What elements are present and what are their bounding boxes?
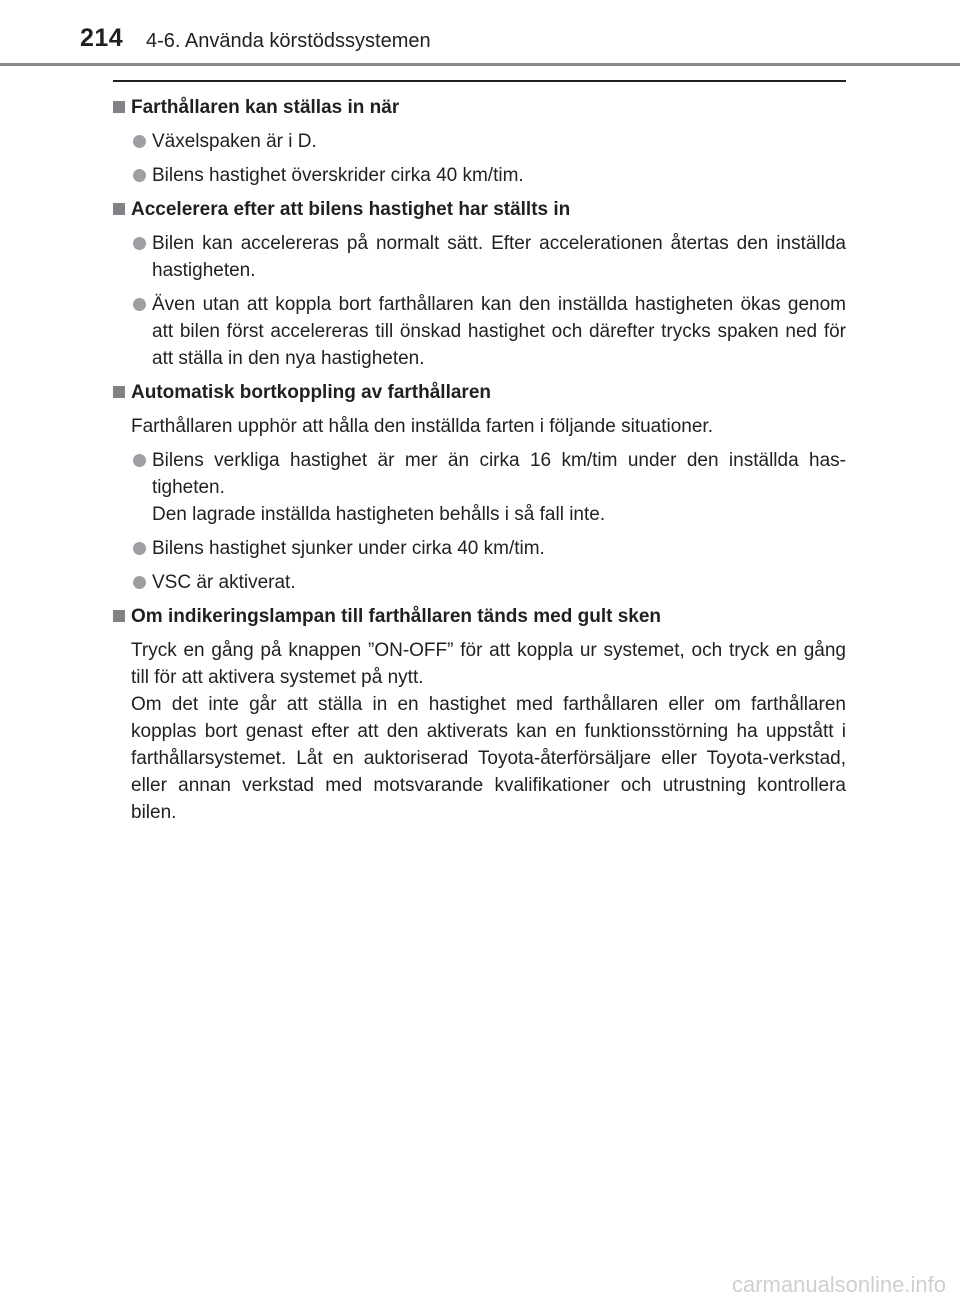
list-item-text: Bilens hastighet sjunker under cirka 40 km/tim. (152, 538, 545, 559)
section-heading-text: Accelerera efter att bilens hastighet har ställts in (131, 199, 571, 220)
page-header (0, 0, 960, 64)
circle-bullet-icon (133, 542, 146, 555)
square-bullet-icon (113, 386, 125, 398)
square-bullet-icon (113, 610, 125, 622)
paragraph: Om det inte går att ställa in en hastighet med farthållaren eller om farthållaren kopplas bort genast efter att den aktiverats kan en funktionsstörning ha uppstått i farthållarsystemet. Låt en auktoriserad Toyota-återförsäljare eller Toyota-verkstad, eller annan verkstad med motsvarande kvalifikationer och utrustning kontrollera bilen. (131, 694, 846, 823)
circle-bullet-icon (133, 169, 146, 182)
section-heading (113, 94, 846, 121)
section-heading-text: Farthållaren kan ställas in när (131, 97, 400, 118)
section-heading-text: Automatisk bortkoppling av farthållaren (131, 382, 491, 403)
square-bullet-icon (113, 101, 125, 113)
list-item-text: Bilen kan accelereras på normalt sätt. Efter accelerationen återtas den inställda hastigheten. (152, 233, 846, 281)
section-heading (113, 379, 846, 406)
circle-bullet-icon (133, 135, 146, 148)
section-title: 4-6. Använda körstödssystemen (146, 30, 431, 52)
section-heading-text: Om indikeringslampan till farthållaren tänds med gult sken (131, 606, 662, 627)
list-item-text: Bilens verkliga hastighet är mer än cirka 16 km/tim under den inställda has-tigheten. (152, 450, 846, 498)
list-item-text: Även utan att koppla bort farthållaren kan den inställda hastigheten ökas genom att bilen först accelereras till önskad hastighet och därefter trycks spaken ned för att ställa in den nya hastigheten. (152, 294, 846, 369)
paragraph: Tryck en gång på knappen ”ON-OFF” för att koppla ur systemet, och tryck en gång till för att aktivera systemet på nytt. (131, 640, 846, 688)
list-item (113, 447, 846, 528)
list-item (113, 230, 846, 284)
circle-bullet-icon (133, 454, 146, 467)
list-item-text: VSC är aktiverat. (152, 572, 296, 593)
list-item-text: Bilens hastighet överskrider cirka 40 km/tim. (152, 165, 524, 186)
list-item-text: Den lagrade inställda hastigheten behålls i så fall inte. (152, 504, 606, 525)
circle-bullet-icon (133, 576, 146, 589)
page-content (113, 94, 846, 833)
footer-watermark: carmanualsonline.info (731, 1272, 946, 1297)
content-top-divider (113, 80, 846, 82)
list-item (113, 291, 846, 372)
section-heading (113, 603, 846, 630)
page-number: 214 (80, 24, 124, 52)
circle-bullet-icon (133, 237, 146, 250)
list-item (113, 128, 846, 155)
circle-bullet-icon (133, 298, 146, 311)
header-divider (0, 63, 960, 66)
list-item-text: Växelspaken är i D. (152, 131, 317, 152)
list-item (113, 162, 846, 189)
list-item (113, 535, 846, 562)
list-item (113, 569, 846, 596)
paragraph: Farthållaren upphör att hålla den inställda farten i följande situationer. (131, 416, 713, 437)
section-heading (113, 196, 846, 223)
square-bullet-icon (113, 203, 125, 215)
